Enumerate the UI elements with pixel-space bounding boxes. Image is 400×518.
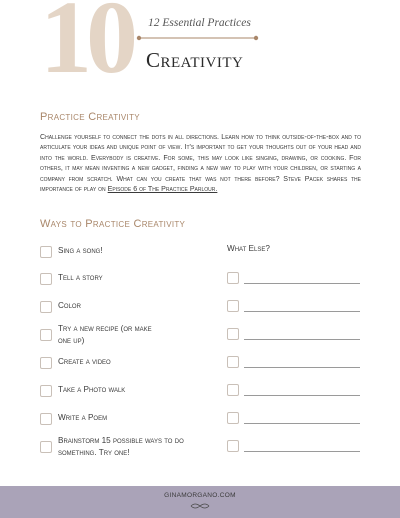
write-in-line[interactable]: [244, 272, 360, 284]
practice-item-label: Take a Photo walk: [58, 385, 126, 394]
practice-item-label: Brainstorm 15 possible ways to do something. Try one!: [58, 436, 184, 457]
checkbox[interactable]: [227, 412, 239, 424]
chapter-number: 10: [40, 0, 132, 95]
series-subtitle: 12 Essential Practices: [148, 17, 251, 29]
write-in-line[interactable]: [244, 300, 360, 312]
practice-item: [40, 412, 220, 425]
practice-item-label: Tell a story: [58, 273, 103, 282]
practice-item: [40, 272, 220, 285]
checkbox[interactable]: [40, 413, 52, 425]
checkbox[interactable]: [227, 328, 239, 340]
flourish-icon: [190, 502, 210, 510]
checkbox[interactable]: [40, 246, 52, 258]
practice-description: [40, 132, 361, 194]
practice-item: [40, 300, 220, 313]
footer-bar: [0, 486, 400, 518]
checkbox[interactable]: [40, 357, 52, 369]
practice-item-label: Color: [58, 301, 81, 310]
what-else-entry: [227, 412, 360, 424]
practice-body: Challenge yourself to connect the dots in all directions. Learn how to think outside-of-the-box and to articulate your ideas and unique point of view. It's important to get your thoughts out of your head and into the world. Everybody is creative. For some, this may look like singing, drawing, or cooking. For others, it may mean inventing a new gadget, finding a new way to play with your children, or starting a company from scratch. What can you create that was not there before? Steve Pacek shares the importance of play on: [40, 133, 361, 194]
what-else-entry: [227, 440, 360, 452]
what-else-entry: [227, 384, 360, 396]
checkbox[interactable]: [40, 385, 52, 397]
footer-site[interactable]: GINAMORGANO.COM: [164, 492, 236, 499]
practice-item: [40, 356, 220, 369]
what-else-entry: [227, 272, 360, 284]
write-in-line[interactable]: [244, 440, 360, 452]
practice-item-label: Create a video: [58, 357, 111, 366]
checkbox[interactable]: [227, 384, 239, 396]
what-else-heading: What Else?: [227, 244, 270, 253]
ways-heading: Ways to Practice Creativity: [40, 218, 186, 230]
what-else-entry: [227, 356, 360, 368]
practice-heading: Practice Creativity: [40, 111, 140, 123]
checkbox[interactable]: [227, 272, 239, 284]
write-in-line[interactable]: [244, 412, 360, 424]
checkbox[interactable]: [227, 440, 239, 452]
page-title: Creativity: [146, 48, 244, 72]
checkbox[interactable]: [40, 273, 52, 285]
practice-item-label: Try a new recipe (or make one up): [58, 324, 152, 345]
practice-item: [40, 435, 200, 459]
practice-item-label: Write a Poem: [58, 413, 108, 422]
checkbox[interactable]: [227, 300, 239, 312]
what-else-entry: [227, 300, 360, 312]
divider-ornament: [135, 33, 260, 43]
episode-link[interactable]: Episode 6 of The Practice Parlour.: [107, 185, 218, 194]
practice-item-label: Sing a song!: [58, 246, 103, 255]
practice-item: [40, 384, 220, 397]
checkbox[interactable]: [40, 441, 52, 453]
write-in-line[interactable]: [244, 384, 360, 396]
checkbox[interactable]: [40, 329, 52, 341]
checkbox[interactable]: [227, 356, 239, 368]
checkbox[interactable]: [40, 301, 52, 313]
write-in-line[interactable]: [244, 356, 360, 368]
write-in-line[interactable]: [244, 328, 360, 340]
what-else-entry: [227, 328, 360, 340]
practice-item: [40, 323, 160, 347]
practice-item: [40, 245, 220, 258]
